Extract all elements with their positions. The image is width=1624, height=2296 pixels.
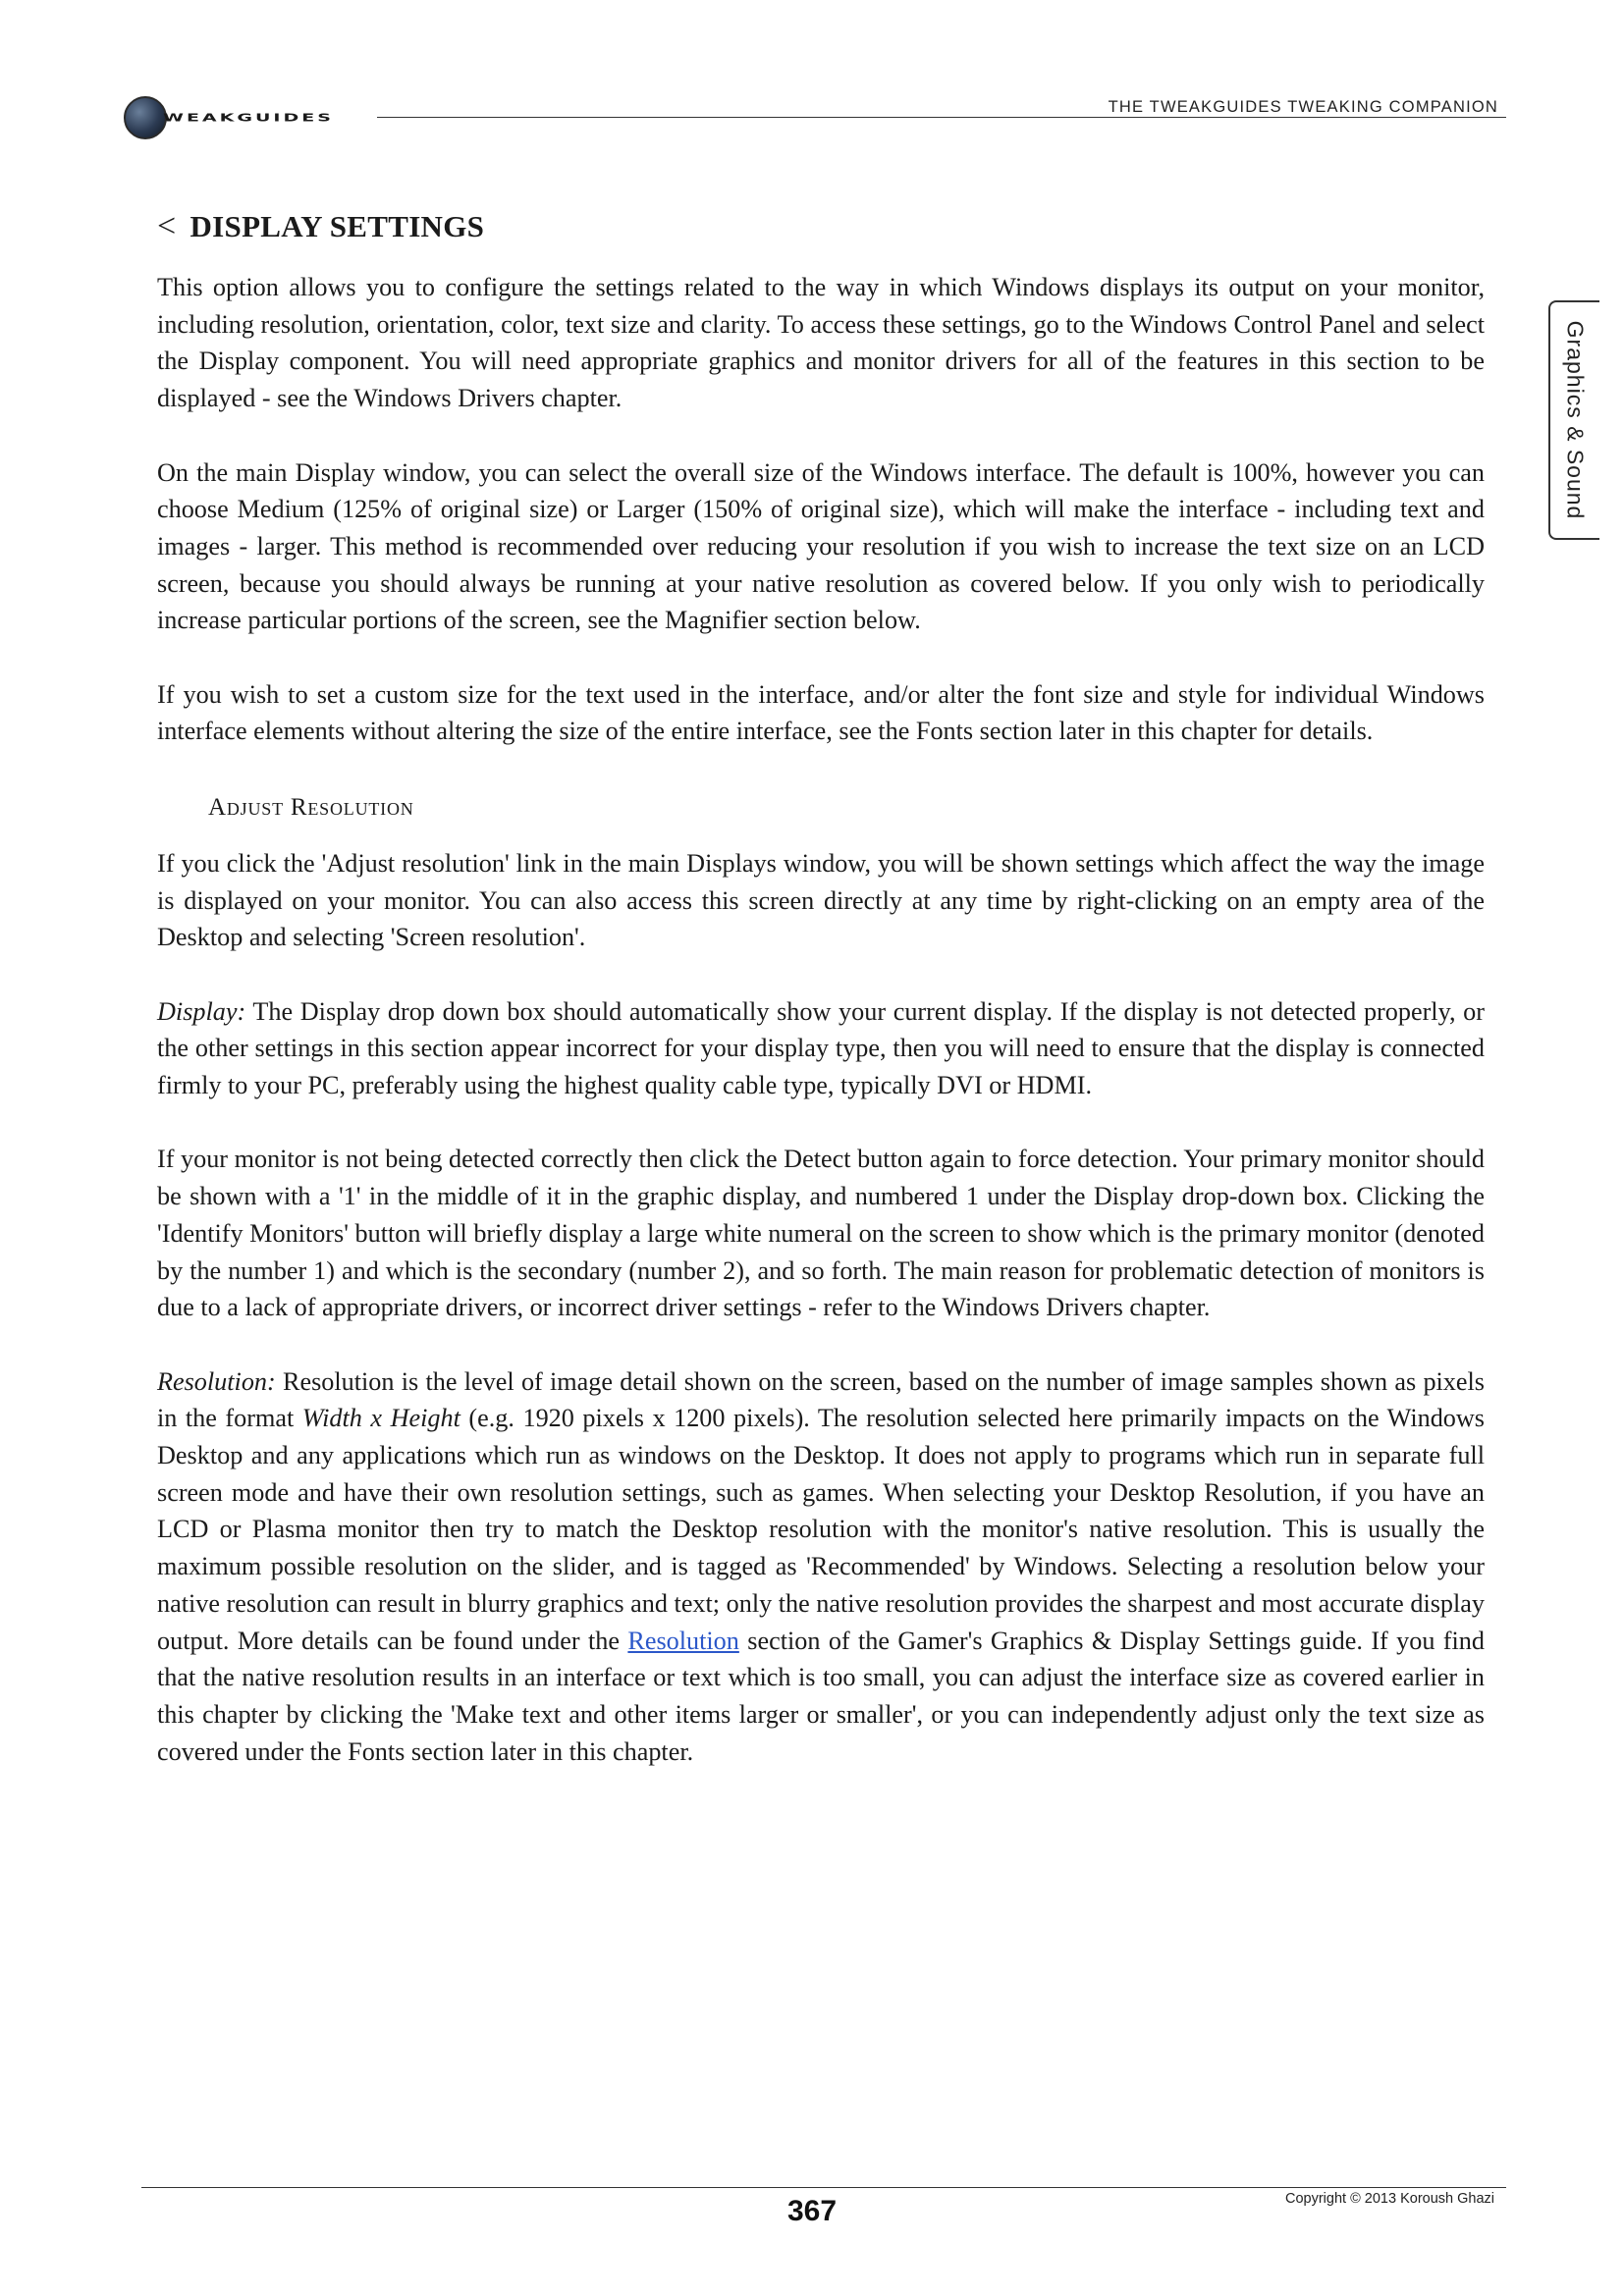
resolution-label: Resolution: [157, 1366, 276, 1396]
display-text: The Display drop down box should automatically show your current display. If the display is not detected properly, or the other settings in this section appear incorrect for your display type, then you will need to ensure that the display is connected firmly to your PC, preferably using the highest quality cable type, typically DVI or HDMI. [157, 996, 1485, 1099]
resolution-format: Width x Height [301, 1404, 460, 1433]
paragraph-resolution [157, 1363, 1485, 1771]
paragraph-intro: This option allows you to configure the settings related to the way in which Windows displays its output on your monitor, including resolution, orientation, color, text size and clarity. To access these settings, go to the Windows Control Panel and select the Display component. You will need appropriate graphics and monitor drivers for all of the features in this section to be displayed - see the Windows Drivers chapter. [157, 273, 1485, 413]
resolution-text-c: section of the Gamer's Graphics & Display Settings guide. If you find that the native resolution results in an interface or text which is too small, you can adjust the interface size as covered earlier in this chapter by clicking the 'Make text and other items larger or smaller', or you can independently adjust only the text size as covered under the Fonts section later in this chapter. [157, 1626, 1485, 1766]
paragraph-detect-monitor: If your monitor is not being detected correctly then click the Detect button again to force detection. Your primary monitor should be shown with a '1' in the middle of it in the graphic display, and numbered 1 under the Display drop-down box. Clicking the 'Identify Monitors' button will briefly display a large white numeral on the screen to show which is the primary monitor (denoted by the number 1) and which is the secondary (number 2), and so forth. The main reason for problematic detection of monitors is due to a lack of appropriate drivers, or incorrect driver settings - refer to the Windows Drivers chapter. [157, 1145, 1485, 1322]
section-arrow-icon: < [157, 208, 177, 244]
footer-divider [141, 2187, 1506, 2188]
chapter-side-tab-label: Graphics & Sound [1562, 320, 1589, 520]
logo-text: WEAKGUIDES [163, 111, 334, 125]
paragraph-display [157, 993, 1485, 1104]
resolution-text-a: Resolution is the level of image detail shown on the screen, based on the number of image samples shown as pixels in the format [157, 1366, 1485, 1433]
subheading-adjust-resolution [208, 787, 1485, 828]
tweakguides-logo [124, 96, 359, 141]
paragraph-interface-size: On the main Display window, you can select the overall size of the Windows interface. The default is 100%, however you can choose Medium (125% of original size) or Larger (150% of original size), which will make the interface - including text and images - larger. This method is recommended over reducing your resolution if you wish to increase the text size on an LCD screen, because you should always be running at your native resolution as covered below. If you only wish to periodically increase particular portions of the screen, see the Magnifier section below. [157, 457, 1485, 635]
page-number: 367 [786, 2195, 838, 2227]
header-divider [377, 117, 1506, 118]
logo-globe-icon [124, 96, 167, 139]
section-title [157, 204, 1485, 249]
subheading-text: Adjust Resolution [208, 793, 414, 821]
copyright-notice: Copyright © 2013 Koroush Ghazi [1285, 2191, 1494, 2207]
paragraph-adjust-resolution: If you click the 'Adjust resolution' link in the main Displays window, you will be shown settings which affect the way the image is displayed on your monitor. You can also access this screen directly at any time by right-clicking on an empty area of the Desktop and selecting 'Screen resolution'. [157, 848, 1485, 952]
paragraph-custom-text-size: If you wish to set a custom size for the text used in the interface, and/or alter the font size and style for individual Windows interface elements without altering the size of the entire interface, see the Fonts section later in this chapter for details. [157, 679, 1485, 746]
resolution-text-b: (e.g. 1920 pixels x 1200 pixels). The resolution selected here primarily impacts on the Windows Desktop and any applications which run as windows on the Desktop. It does not apply to programs which run in separate full screen mode and have their own resolution settings, such as games. When selecting your Desktop Resolution, if you have an LCD or Plasma monitor then try to match the Desktop resolution with the monitor's native resolution. This is usually the maximum possible resolution on the slider, and is tagged as 'Recommended' by Windows. Selecting a resolution below your native resolution can result in blurry graphics and text; only the native resolution provides the sharpest and most accurate display output. More details can be found under the [157, 1404, 1485, 1655]
display-label: Display: [157, 996, 246, 1026]
chapter-side-tab [1548, 300, 1599, 540]
page-content [157, 204, 1485, 1807]
resolution-guide-link[interactable]: Resolution [627, 1626, 739, 1655]
section-title-text: DISPLAY SETTINGS [189, 209, 485, 243]
running-header: THE TWEAKGUIDES TWEAKING COMPANION [1108, 98, 1498, 116]
